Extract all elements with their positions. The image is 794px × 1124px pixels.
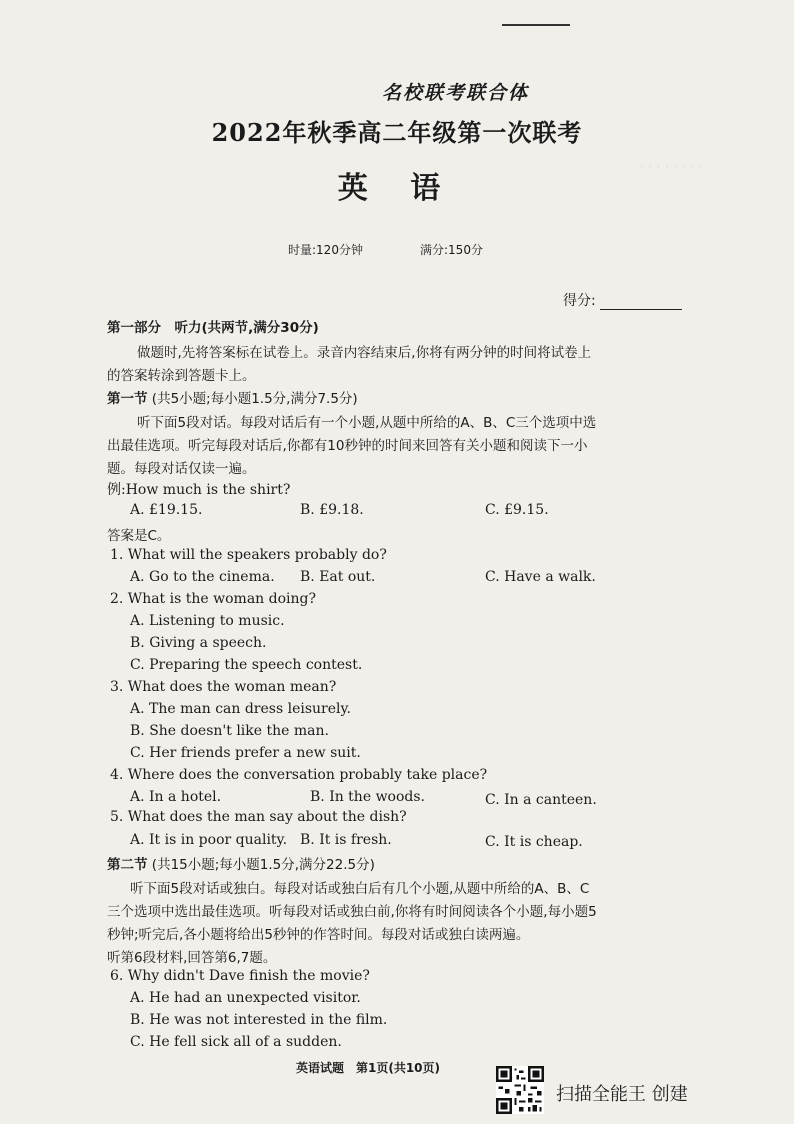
section2-instruction-line3: 秒钟;听完后,各小题将给出5秒钟的作答时间。每段对话或独白读两遍。 — [107, 927, 530, 943]
section2-instruction-line2: 三个选项中选出最佳选项。听每段对话或独白前,你将有时间阅读各个小题,每小题5 — [107, 904, 597, 920]
material-6-instruction: 听第6段材料,回答第6,7题。 — [107, 950, 277, 966]
section2-heading — [107, 853, 375, 873]
example-option-a: A. £19.15. — [130, 502, 203, 518]
top-rule — [502, 24, 570, 26]
question-1-option-b: B. Eat out. — [300, 569, 376, 585]
section1-instruction-line2: 出最佳选项。听完每段对话后,你都有10秒钟的时间来回答有关小题和阅读下一小 — [107, 438, 588, 454]
part1-instruction-line1: 做题时,先将答案标在试卷上。录音内容结束后,你将有两分钟的时间将试卷上 — [137, 345, 592, 361]
section1-heading — [107, 387, 358, 407]
example-option-c: C. £9.15. — [485, 502, 549, 518]
score-blank — [600, 297, 682, 310]
question-1-option-c: C. Have a walk. — [485, 569, 596, 585]
question-5-option-b: B. It is fresh. — [300, 832, 392, 848]
question-1-option-a: A. Go to the cinema. — [130, 569, 275, 585]
question-2: 2. What is the woman doing? — [110, 591, 316, 607]
question-1: 1. What will the speakers probably do? — [110, 547, 387, 563]
qr-code-icon — [496, 1066, 544, 1114]
question-3: 3. What does the woman mean? — [110, 679, 337, 695]
question-2-option-c: C. Preparing the speech contest. — [130, 657, 363, 673]
question-4-option-c: C. In a canteen. — [485, 792, 597, 808]
question-4: 4. Where does the conversation probably take place? — [110, 767, 488, 783]
question-5-option-a: A. It is in poor quality. — [130, 832, 288, 848]
exam-title: 2022年秋季高二年级第一次联考 — [211, 118, 583, 147]
score-field — [563, 290, 682, 310]
question-2-option-a: A. Listening to music. — [130, 613, 285, 629]
subject-title: 英 语 — [337, 171, 457, 206]
question-4-option-a: A. In a hotel. — [130, 789, 222, 805]
section1-instruction-line3: 题。每段对话仅读一遍。 — [107, 461, 256, 477]
section1-instruction-line1: 听下面5段对话。每段对话后有一个小题,从题中所给的A、B、C三个选项中选 — [137, 415, 597, 431]
part1-instruction-line2: 的答案转涂到答题卡上。 — [107, 368, 256, 384]
question-5-option-c: C. It is cheap. — [485, 834, 583, 850]
part1-heading: 第一部分 听力(共两节,满分30分) — [107, 320, 319, 336]
section1-heading-note: (共5小题;每小题1.5分,满分7.5分) — [151, 391, 358, 407]
example-question: 例:How much is the shirt? — [107, 482, 291, 498]
question-6-option-c: C. He fell sick all of a sudden. — [130, 1034, 342, 1050]
question-3-option-a: A. The man can dress leisurely. — [130, 701, 351, 717]
full-score: 满分:150分 — [420, 243, 483, 257]
question-4-option-b: B. In the woods. — [310, 789, 426, 805]
question-3-option-b: B. She doesn't like the man. — [130, 723, 329, 739]
time-limit: 时量:120分钟 — [288, 243, 363, 257]
question-6: 6. Why didn't Dave finish the movie? — [110, 968, 370, 984]
bleed-through-text: · · · · · · · · — [640, 160, 702, 175]
question-2-option-b: B. Giving a speech. — [130, 635, 267, 651]
question-6-option-a: A. He had an unexpected visitor. — [130, 990, 361, 1006]
section2-instruction-line1: 听下面5段对话或独白。每段对话或独白后有几个小题,从题中所给的A、B、C — [130, 881, 590, 897]
example-option-b: B. £9.18. — [300, 502, 364, 518]
example-answer: 答案是C。 — [107, 528, 171, 544]
scanner-watermark: 扫描全能王 创建 — [556, 1084, 688, 1105]
section2-heading-label: 第二节 — [107, 857, 148, 873]
question-5: 5. What does the man say about the dish? — [110, 809, 407, 825]
score-label: 得分: — [563, 293, 596, 309]
page-footer: 英语试题 第1页(共10页) — [296, 1061, 441, 1075]
question-3-option-c: C. Her friends prefer a new suit. — [130, 745, 361, 761]
organization-name: 名校联考联合体 — [382, 82, 530, 104]
section2-heading-note: (共15小题;每小题1.5分,满分22.5分) — [151, 857, 375, 873]
question-6-option-b: B. He was not interested in the film. — [130, 1012, 388, 1028]
section1-heading-label: 第一节 — [107, 391, 148, 407]
